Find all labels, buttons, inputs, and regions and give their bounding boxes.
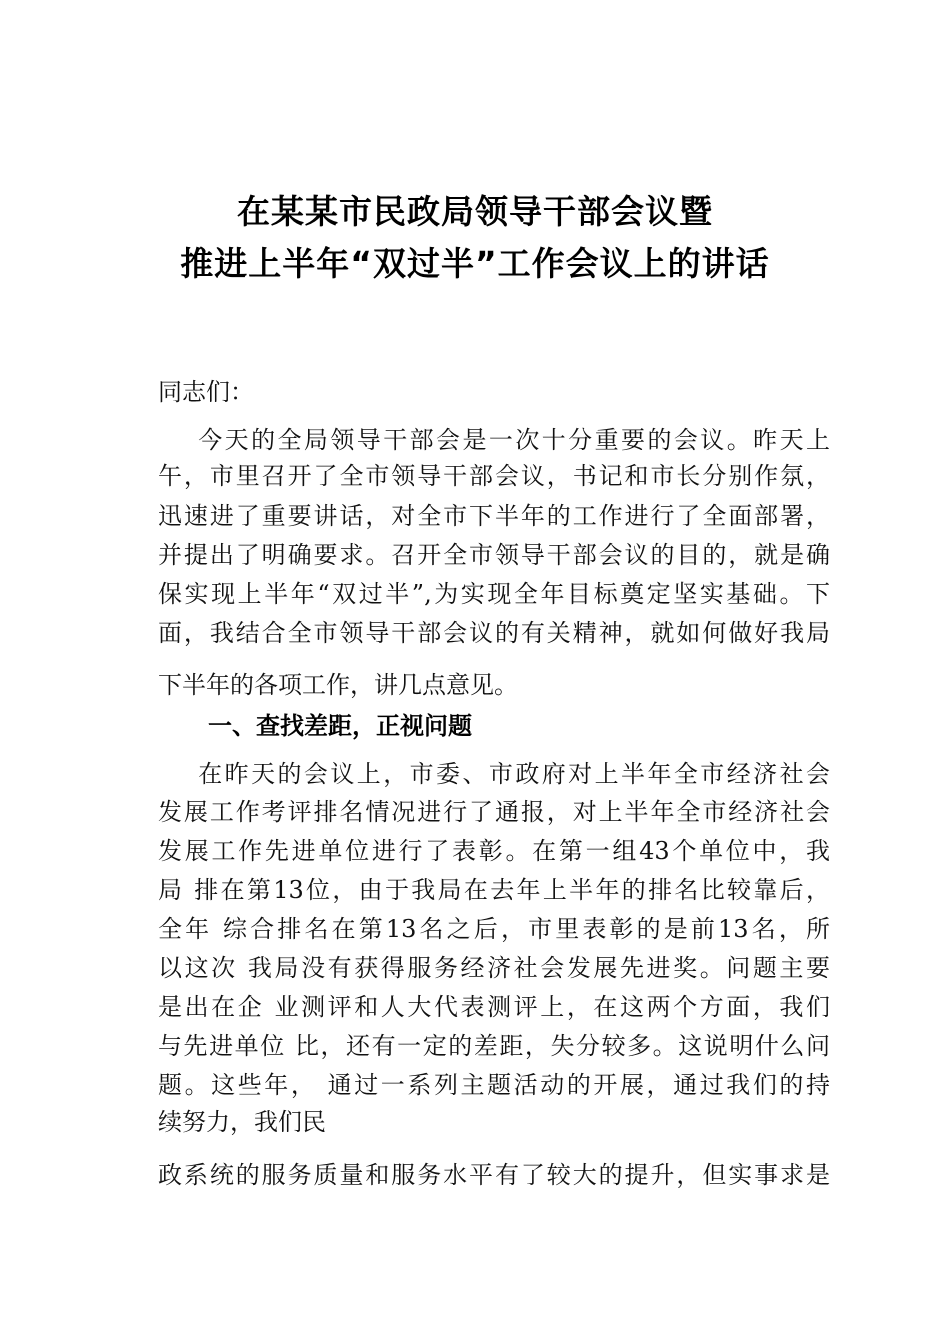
intro-line: 迅速进了重要讲话，对全市下半年的工作进行了全面部署， bbox=[158, 502, 830, 530]
document-title-line-2: 推进上半年“双过半”工作会议上的讲话 bbox=[180, 244, 770, 283]
intro-line: 下半年的各项工作，讲几点意见。 bbox=[158, 671, 518, 699]
section-body-line: 发展工作先进单位进行了表彰。在第一组43个单位中，我 bbox=[158, 837, 830, 865]
intro-line: 今天的全局领导干部会是一次十分重要的会议。昨天上 bbox=[158, 426, 830, 454]
continuation-line: 政系统的服务质量和服务水平有了较大的提升，但实事求是 bbox=[158, 1161, 830, 1189]
document-title-line-1: 在某某市民政局领导干部会议暨 bbox=[237, 192, 713, 231]
intro-line: 面，我结合全市领导干部会议的有关精神，就如何做好我局 bbox=[158, 619, 830, 647]
section-body-line: 是出在企 业测评和人大代表测评上，在这两个方面，我们 bbox=[158, 993, 830, 1021]
section-body-line: 与先进单位 比，还有一定的差距，失分较多。这说明什么问 bbox=[158, 1032, 830, 1060]
section-body-line: 续努力，我们民 bbox=[158, 1108, 326, 1136]
intro-line: 午，市里召开了全市领导干部会议，书记和市长分别作氛， bbox=[158, 462, 830, 490]
section-body-line: 在昨天的会议上，市委、市政府对上半年全市经济社会 bbox=[158, 760, 830, 788]
section-body-line: 以这次 我局没有获得服务经济社会发展先进奖。问题主要 bbox=[158, 954, 830, 982]
intro-line: 保实现上半年“双过半”,为实现全年目标奠定坚实基础。下 bbox=[158, 580, 830, 608]
section-heading: 一、查找差距，正视问题 bbox=[208, 712, 472, 740]
salutation: 同志们： bbox=[158, 378, 254, 406]
section-body-line: 全年 综合排名在第13名之后，市里表彰的是前13名，所 bbox=[158, 915, 830, 943]
section-body-line: 题。这些年， 通过一系列主题活动的开展，通过我们的持 bbox=[158, 1071, 830, 1099]
intro-line: 并提出了明确要求。召开全市领导干部会议的目的，就是确 bbox=[158, 541, 830, 569]
section-body-line: 局 排在第13位，由于我局在去年上半年的排名比较靠后， bbox=[158, 876, 830, 904]
section-body-line: 发展工作考评排名情况进行了通报，对上半年全市经济社会 bbox=[158, 798, 830, 826]
